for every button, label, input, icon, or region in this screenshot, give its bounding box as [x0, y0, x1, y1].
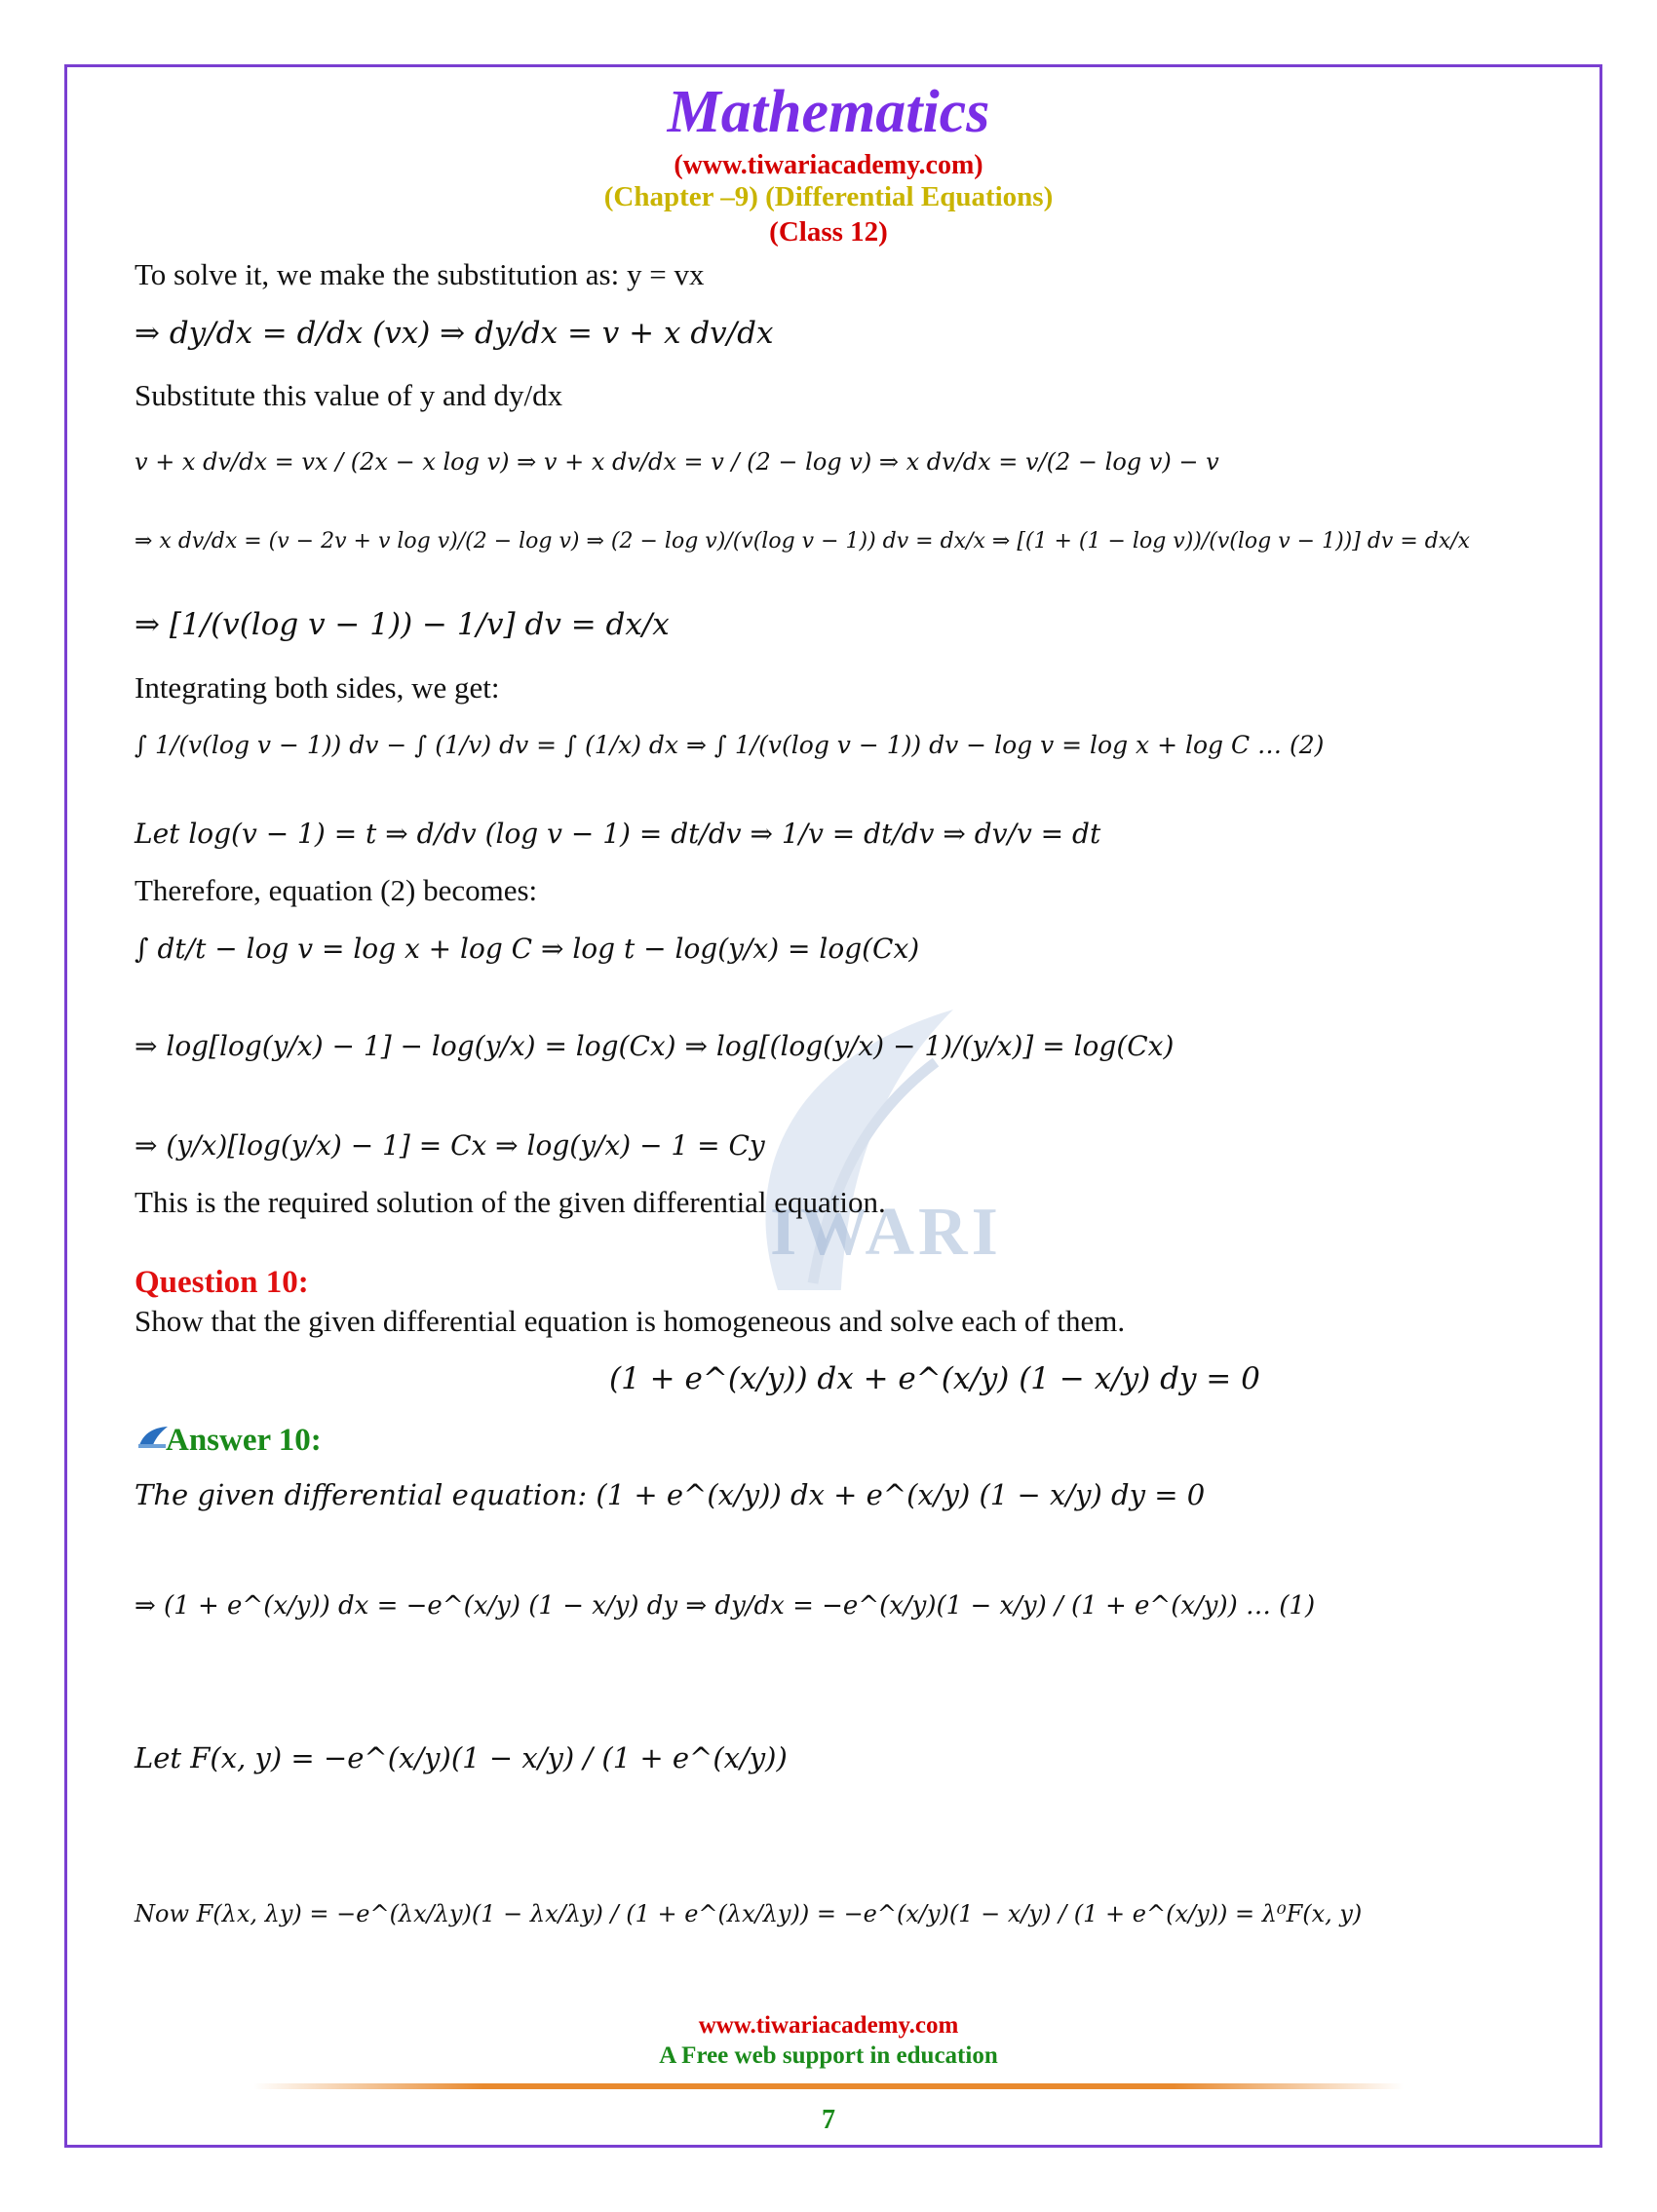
math-line: Let log(v − 1) = t ⇒ d/dv (log v − 1) = dt/dv ⇒ 1/v = dt/dv ⇒ dv/v = dt: [135, 818, 1101, 850]
question-equation: (1 + e^(x/y)) dx + e^(x/y) (1 − x/y) dy = 0: [609, 1361, 1260, 1396]
text-line: Therefore, equation (2) becomes:: [135, 873, 538, 907]
header-chapter: (Chapter –9) (Differential Equations): [603, 181, 1054, 212]
math-line: ⇒ x dv/dx = (v − 2v + v log v)/(2 − log v) ⇒ (2 − log v)/(v(log v − 1)) dv = dx/x ⇒ [(1 + (1 − log v))/(v(log v − 1))] dv = dx/x: [135, 529, 1471, 553]
math-line: ∫ dt/t − log v = log x + log C ⇒ log t − log(y/x) = log(Cx): [135, 933, 920, 965]
footer-website[interactable]: www.tiwariacademy.com: [698, 2012, 959, 2039]
math-line: ⇒ [1/(v(log v − 1)) − 1/v] dv = dx/x: [135, 607, 670, 642]
math-line: The given differential equation: (1 + e^(x/y)) dx + e^(x/y) (1 − x/y) dy = 0: [135, 1478, 1206, 1511]
footer-divider: [253, 2083, 1404, 2089]
watermark-text: IWARI: [770, 1195, 1002, 1270]
header-website[interactable]: (www.tiwariacademy.com): [674, 150, 983, 180]
text-line: To solve it, we make the substitution as: y = vx: [135, 257, 705, 291]
header-class: (Class 12): [769, 216, 888, 248]
math-line: Now F(λx, λy) = −e^(λx/λy)(1 − λx/λy) / (1 + e^(λx/λy)) = −e^(x/y)(1 − x/y) / (1 + e^(x/y)) = λ⁰F(x, y): [135, 1900, 1363, 1927]
math-line: v + x dv/dx = vx / (2x − x log v) ⇒ v + x dv/dx = v / (2 − log v) ⇒ x dv/dx = v/(2 − log v) − v: [135, 448, 1219, 476]
page-number: 7: [822, 2105, 835, 2135]
math-line: Let F(x, y) = −e^(x/y)(1 − x/y) / (1 + e^(x/y)): [135, 1741, 788, 1774]
answer-heading: Answer 10:: [166, 1423, 322, 1458]
math-line: ⇒ log[log(y/x) − 1] − log(y/x) = log(Cx) ⇒ log[(log(y/x) − 1)/(y/x)] = log(Cx): [135, 1030, 1175, 1062]
text-line: This is the required solution of the given differential equation.: [135, 1185, 886, 1219]
answer-icon: [136, 1425, 170, 1450]
math-line: ∫ 1/(v(log v − 1)) dv − ∫ (1/v) dv = ∫ (1/x) dx ⇒ ∫ 1/(v(log v − 1)) dv − log v = log x + log C … (2): [135, 731, 1325, 759]
math-line: ⇒ dy/dx = d/dx (vx) ⇒ dy/dx = v + x dv/dx: [135, 316, 774, 351]
footer-tagline: A Free web support in education: [659, 2042, 998, 2069]
math-line: ⇒ (1 + e^(x/y)) dx = −e^(x/y) (1 − x/y) dy ⇒ dy/dx = −e^(x/y)(1 − x/y) / (1 + e^(x/y)) … (1): [135, 1591, 1316, 1621]
math-line: ⇒ (y/x)[log(y/x) − 1] = Cx ⇒ log(y/x) − 1 = Cy: [135, 1129, 765, 1162]
text-line: Integrating both sides, we get:: [135, 670, 500, 705]
text-line: Substitute this value of y and dy/dx: [135, 378, 563, 412]
question-heading: Question 10:: [135, 1265, 309, 1300]
question-text: Show that the given differential equation is homogeneous and solve each of them.: [135, 1304, 1126, 1338]
page-title: Mathematics: [667, 79, 990, 145]
